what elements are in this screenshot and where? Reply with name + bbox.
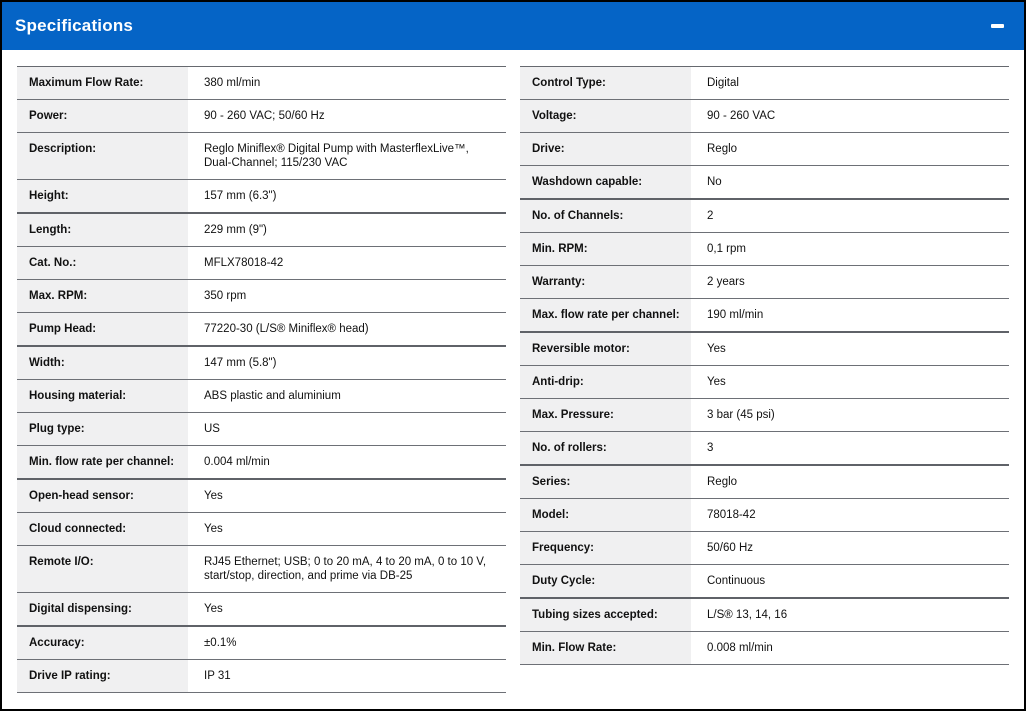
spec-value: Yes [188, 480, 506, 512]
spec-value: Yes [691, 333, 1009, 365]
spec-row [17, 627, 506, 660]
spec-label: Drive: [520, 133, 691, 165]
spec-row [520, 266, 1009, 299]
spec-value: Yes [188, 593, 506, 625]
spec-value: 147 mm (5.8") [188, 347, 506, 379]
spec-value: 2 [691, 200, 1009, 232]
spec-label: Control Type: [520, 67, 691, 99]
spec-label: Min. Flow Rate: [520, 632, 691, 664]
spec-value: 2 years [691, 266, 1009, 298]
spec-table-left [17, 66, 506, 693]
spec-label: Plug type: [17, 413, 188, 445]
spec-label: Tubing sizes accepted: [520, 599, 691, 631]
spec-value: 3 [691, 432, 1009, 464]
spec-label: Maximum Flow Rate: [17, 67, 188, 99]
spec-value: 0.008 ml/min [691, 632, 1009, 664]
spec-value: 0,1 rpm [691, 233, 1009, 265]
panel-title: Specifications [15, 16, 134, 35]
spec-label: Duty Cycle: [520, 565, 691, 597]
spec-value: Reglo [691, 466, 1009, 498]
spec-label: Length: [17, 214, 188, 246]
spec-row [520, 565, 1009, 599]
spec-value: ABS plastic and aluminium [188, 380, 506, 412]
spec-label: Digital dispensing: [17, 593, 188, 625]
spec-value: 77220-30 (L/S® Miniflex® head) [188, 313, 506, 345]
spec-label: Reversible motor: [520, 333, 691, 365]
spec-row [520, 67, 1009, 100]
spec-value: MFLX78018-42 [188, 247, 506, 279]
spec-label: Max. RPM: [17, 280, 188, 312]
spec-label: Anti-drip: [520, 366, 691, 398]
panel-header [2, 2, 1024, 50]
spec-label: Accuracy: [17, 627, 188, 659]
spec-value: 0.004 ml/min [188, 446, 506, 478]
spec-row [17, 280, 506, 313]
spec-label: Max. flow rate per channel: [520, 299, 691, 331]
spec-row [520, 200, 1009, 233]
spec-value: No [691, 166, 1009, 198]
spec-row [17, 214, 506, 247]
spec-row [17, 546, 506, 593]
spec-label: Warranty: [520, 266, 691, 298]
spec-label: Series: [520, 466, 691, 498]
spec-label: Washdown capable: [520, 166, 691, 198]
spec-label: Cat. No.: [17, 247, 188, 279]
spec-value: IP 31 [188, 660, 506, 692]
spec-row [17, 660, 506, 693]
spec-label: Model: [520, 499, 691, 531]
spec-row [520, 499, 1009, 532]
spec-row [17, 413, 506, 446]
spec-value: 78018-42 [691, 499, 1009, 531]
spec-value: RJ45 Ethernet; USB; 0 to 20 mA, 4 to 20 mA, 0 to 10 V, start/stop, direction, and prime via DB-25 [188, 546, 506, 592]
spec-table-right [520, 66, 1009, 665]
spec-label: Open-head sensor: [17, 480, 188, 512]
spec-row [520, 133, 1009, 166]
spec-row [520, 399, 1009, 432]
spec-row [520, 599, 1009, 632]
spec-row [520, 333, 1009, 366]
spec-value: 190 ml/min [691, 299, 1009, 331]
spec-value: Reglo Miniflex® Digital Pump with MasterflexLive™, Dual-Channel; 115/230 VAC [188, 133, 506, 179]
spec-value: ±0.1% [188, 627, 506, 659]
spec-value: 229 mm (9") [188, 214, 506, 246]
spec-row [17, 100, 506, 133]
spec-value: US [188, 413, 506, 445]
spec-row [17, 347, 506, 380]
spec-value: Digital [691, 67, 1009, 99]
spec-label: Remote I/O: [17, 546, 188, 592]
spec-row [17, 313, 506, 347]
spec-label: Width: [17, 347, 188, 379]
spec-value: 350 rpm [188, 280, 506, 312]
spec-label: Description: [17, 133, 188, 179]
spec-row [520, 100, 1009, 133]
spec-label: Housing material: [17, 380, 188, 412]
spec-row [520, 632, 1009, 665]
spec-label: No. of Channels: [520, 200, 691, 232]
spec-label: Drive IP rating: [17, 660, 188, 692]
spec-label: Min. flow rate per channel: [17, 446, 188, 478]
spec-label: Max. Pressure: [520, 399, 691, 431]
spec-row [17, 247, 506, 280]
spec-row [520, 432, 1009, 466]
minus-icon [991, 24, 1004, 28]
spec-row [17, 133, 506, 180]
spec-value: 380 ml/min [188, 67, 506, 99]
spec-label: Voltage: [520, 100, 691, 132]
spec-row [17, 380, 506, 413]
spec-value: L/S® 13, 14, 16 [691, 599, 1009, 631]
spec-value: Yes [188, 513, 506, 545]
spec-label: Cloud connected: [17, 513, 188, 545]
spec-label: Min. RPM: [520, 233, 691, 265]
spec-label: Pump Head: [17, 313, 188, 345]
spec-value: Yes [691, 366, 1009, 398]
spec-row [17, 446, 506, 480]
spec-row [17, 180, 506, 214]
spec-label: Frequency: [520, 532, 691, 564]
spec-value: 50/60 Hz [691, 532, 1009, 564]
spec-label: No. of rollers: [520, 432, 691, 464]
spec-row [17, 593, 506, 627]
spec-row [520, 233, 1009, 266]
spec-row [520, 532, 1009, 565]
spec-value: 157 mm (6.3") [188, 180, 506, 212]
spec-row [17, 480, 506, 513]
spec-row [520, 166, 1009, 200]
collapse-button[interactable] [986, 15, 1008, 37]
spec-value: 90 - 260 VAC; 50/60 Hz [188, 100, 506, 132]
spec-label: Power: [17, 100, 188, 132]
spec-row [520, 466, 1009, 499]
spec-value: 90 - 260 VAC [691, 100, 1009, 132]
spec-value: Continuous [691, 565, 1009, 597]
spec-row [17, 67, 506, 100]
spec-row [17, 513, 506, 546]
spec-row [520, 366, 1009, 399]
spec-value: Reglo [691, 133, 1009, 165]
specifications-content [2, 50, 1024, 693]
spec-label: Height: [17, 180, 188, 212]
spec-value: 3 bar (45 psi) [691, 399, 1009, 431]
spec-row [520, 299, 1009, 333]
